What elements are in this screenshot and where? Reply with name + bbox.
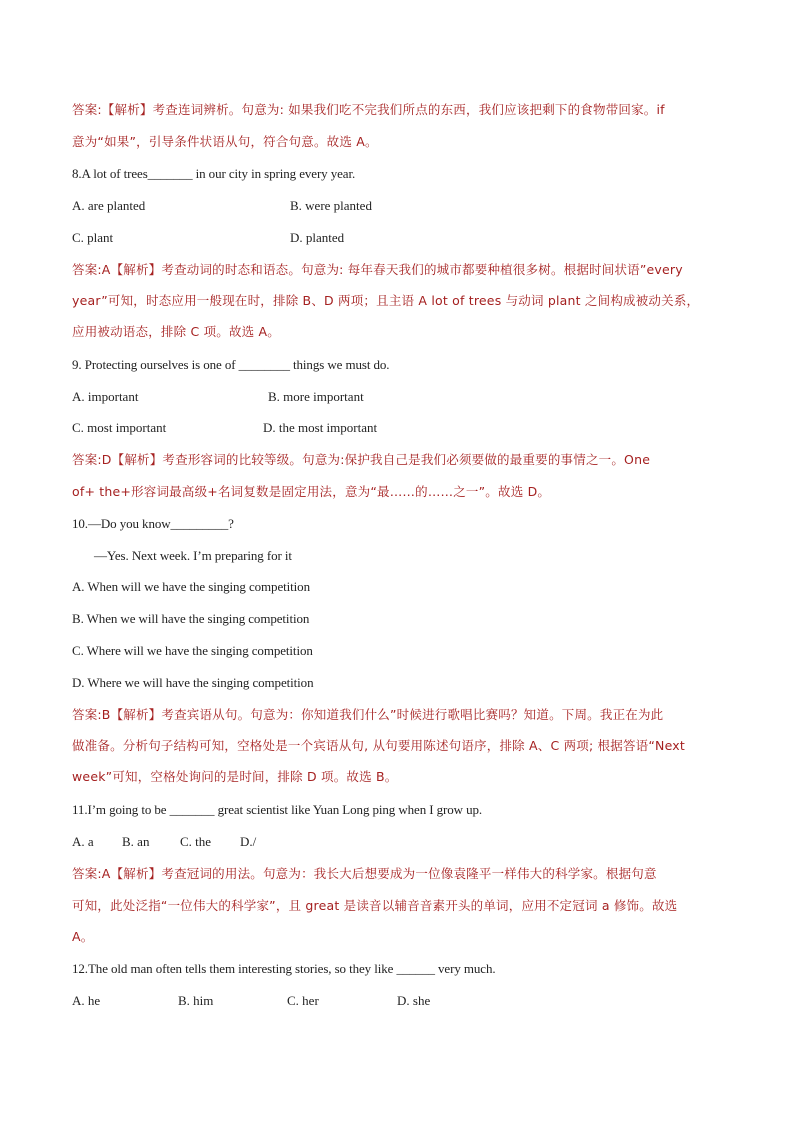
q10-reply: —Yes. Next week. I’m preparing for it xyxy=(94,548,292,563)
q12-stem: 12.The old man often tells them interesting stories, so they like ______ very much. xyxy=(72,961,496,976)
q8-option-b: B. were planted xyxy=(290,198,372,213)
q10-option-d: D. Where we will have the singing competition xyxy=(72,675,314,690)
q11-answer-line-3: A。 xyxy=(72,929,94,944)
q7-answer-line-2: 意为“如果”，引导条件状语从句，符合句意。故选 A。 xyxy=(72,134,378,149)
q8-option-a: A. are planted xyxy=(72,198,146,213)
q11-option-a: A. a xyxy=(72,834,94,849)
q9-option-a: A. important xyxy=(72,389,139,404)
q10-answer-line-3: week”可知，空格处询问的是时间，排除 D 项。故选 B。 xyxy=(72,769,398,784)
q11-option-c: C. the xyxy=(180,834,212,849)
q9-option-c: C. most important xyxy=(72,420,167,435)
q12-option-d: D. she xyxy=(397,993,431,1008)
q12-option-b: B. him xyxy=(178,993,214,1008)
q11-answer-line-2: 可知，此处泛指“一位伟大的科学家”，且 great 是读音以辅音音素开头的单词，应用不定冠词 a 修饰。故选 xyxy=(72,898,678,913)
q10-answer-line-1: 答案:B【解析】考查宾语从句。句意为：你知道我们什么”时候进行歌唱比赛吗？知道。下周。我正在为此 xyxy=(72,707,664,722)
q8-answer-line-1: 答案:A【解析】考查动词的时态和语态。句意为: 每年春天我们的城市都要种植很多树。根据时间状语”every xyxy=(72,262,683,277)
q10-option-a: A. When will we have the singing competition xyxy=(72,579,310,594)
q10-option-c: C. Where will we have the singing competition xyxy=(72,643,313,658)
q9-option-d: D. the most important xyxy=(263,420,378,435)
q7-answer-line-1: 答案:【解析】考查连词辨析。句意为: 如果我们吃不完我们所点的东西，我们应该把剩下的食物带回家。if xyxy=(72,102,665,117)
q8-answer-line-3: 应用被动语态，排除 C 项。故选 A。 xyxy=(72,324,280,339)
q11-answer-line-1: 答案:A【解析】考查冠词的用法。句意为：我长大后想要成为一位像袁隆平一样伟大的科学家。根据句意 xyxy=(72,866,657,881)
q8-option-c: C. plant xyxy=(72,230,114,245)
q10-stem: 10.—Do you know_________? xyxy=(72,516,234,531)
q9-stem: 9. Protecting ourselves is one of ________ things we must do. xyxy=(72,357,390,372)
q10-option-b: B. When we will have the singing competition xyxy=(72,611,310,626)
q9-answer-line-2: of+ the+形容词最高级+名词复数是固定用法，意为“最……的……之一”。故选 D。 xyxy=(72,484,551,499)
q12-option-a: A. he xyxy=(72,993,101,1008)
q11-stem: 11.I’m going to be _______ great scientist like Yuan Long ping when I grow up. xyxy=(72,802,483,817)
q9-option-b: B. more important xyxy=(268,389,364,404)
q8-option-d: D. planted xyxy=(290,230,345,245)
q11-option-d: D./ xyxy=(240,834,257,849)
q10-answer-line-2: 做准备。分析句子结构可知，空格处是一个宾语从句, 从句要用陈述句语序，排除 A、C 两项; 根据答语“Next xyxy=(72,738,685,753)
q8-answer-line-2: year”可知，时态应用一般现在时，排除 B、D 两项；且主语 A lot of trees 与动词 plant 之间构成被动关系， xyxy=(72,293,700,308)
q12-option-c: C. her xyxy=(287,993,319,1008)
q9-answer-line-1: 答案:D【解析】考查形容词的比较等级。句意为:保护我自己是我们必须要做的最重要的事情之一。One xyxy=(72,452,651,467)
q11-option-b: B. an xyxy=(122,834,150,849)
q8-stem: 8.A lot of trees_______ in our city in spring every year. xyxy=(72,166,356,181)
